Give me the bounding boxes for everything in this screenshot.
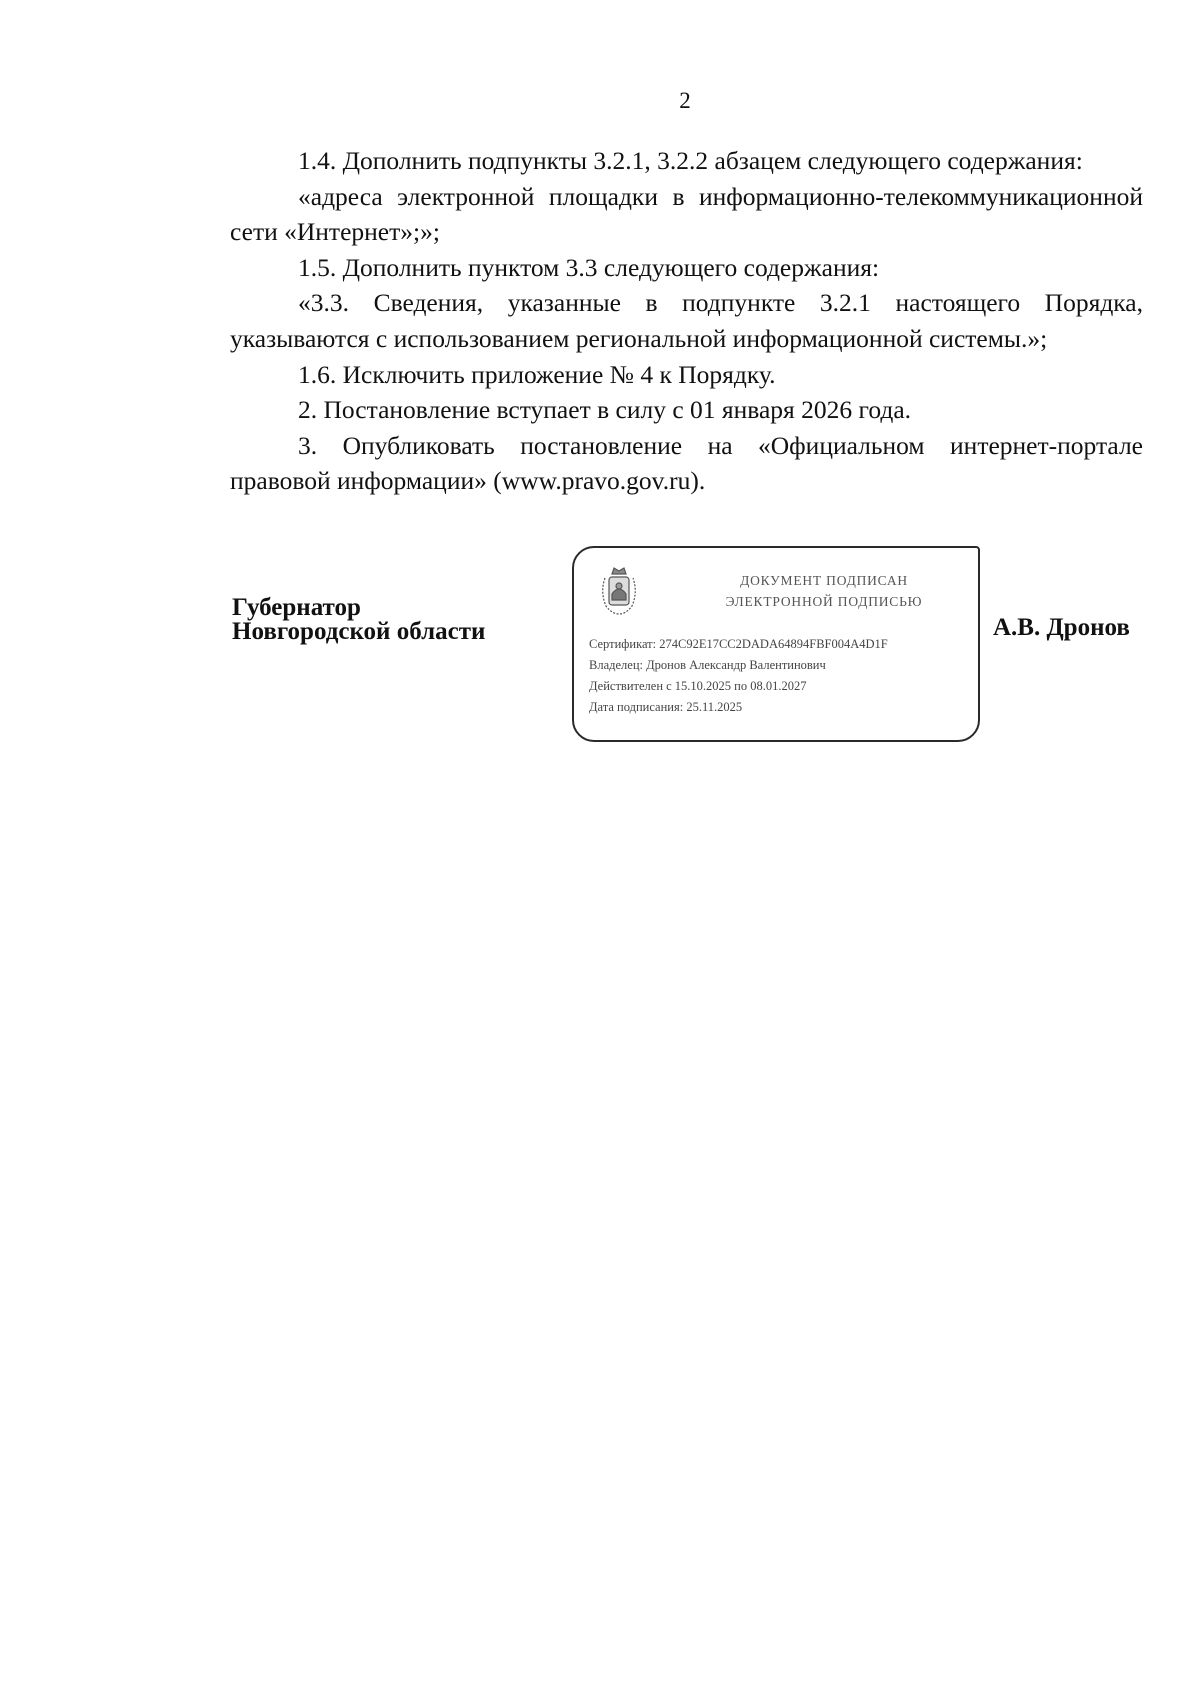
document-body (230, 143, 1143, 499)
signing-date: Дата подписания: 25.11.2025 (589, 700, 743, 714)
electronic-signature-stamp (572, 546, 980, 742)
signatory-position (232, 596, 485, 644)
paragraph-1-4: 1.4. Дополнить подпункты 3.2.1, 3.2.2 абзацем следующего содержания: (298, 146, 1083, 175)
position-region: Новгородской области (232, 618, 486, 645)
novgorod-coat-of-arms-icon (596, 564, 642, 616)
paragraph-3-3-quote: «3.3. Сведения, указанные в подпункте 3.2.1 настоящего Порядка, указываются с использованием региональной информационной системы.»; (230, 288, 1143, 353)
position-title: Губернатор (232, 594, 361, 621)
paragraph-1-5: 1.5. Дополнить пунктом 3.3 следующего содержания: (298, 252, 880, 282)
certificate-validity: Действителен с 15.10.2025 по 08.01.2027 (589, 679, 807, 693)
stamp-title (684, 570, 964, 612)
stamp-title-line2: ЭЛЕКТРОННОЙ ПОДПИСЬЮ (725, 594, 923, 609)
signatory-name: А.В. Дронов (993, 614, 1130, 641)
paragraph-2: 2. Постановление вступает в силу с 01 января 2026 года. (298, 395, 912, 425)
certificate-number: Сертификат: 274C92E17CC2DADA64894FBF004A4D1F (589, 637, 888, 651)
paragraph-1-6: 1.6. Исключить приложение № 4 к Порядку. (298, 359, 776, 389)
stamp-details (589, 634, 888, 718)
page-number: 2 (679, 88, 691, 113)
paragraph-3: 3. Опубликовать постановление на «Официальном интернет-портале правовой информации» (www.pravo.gov.ru). (230, 430, 1143, 496)
paragraph-1-4-quote: «адреса электронной площадки в информационно-телекоммуникационной сети «Интернет»;»; (230, 181, 1143, 247)
certificate-owner: Владелец: Дронов Александр Валентинович (589, 658, 826, 672)
stamp-title-line1: ДОКУМЕНТ ПОДПИСАН (740, 573, 908, 588)
